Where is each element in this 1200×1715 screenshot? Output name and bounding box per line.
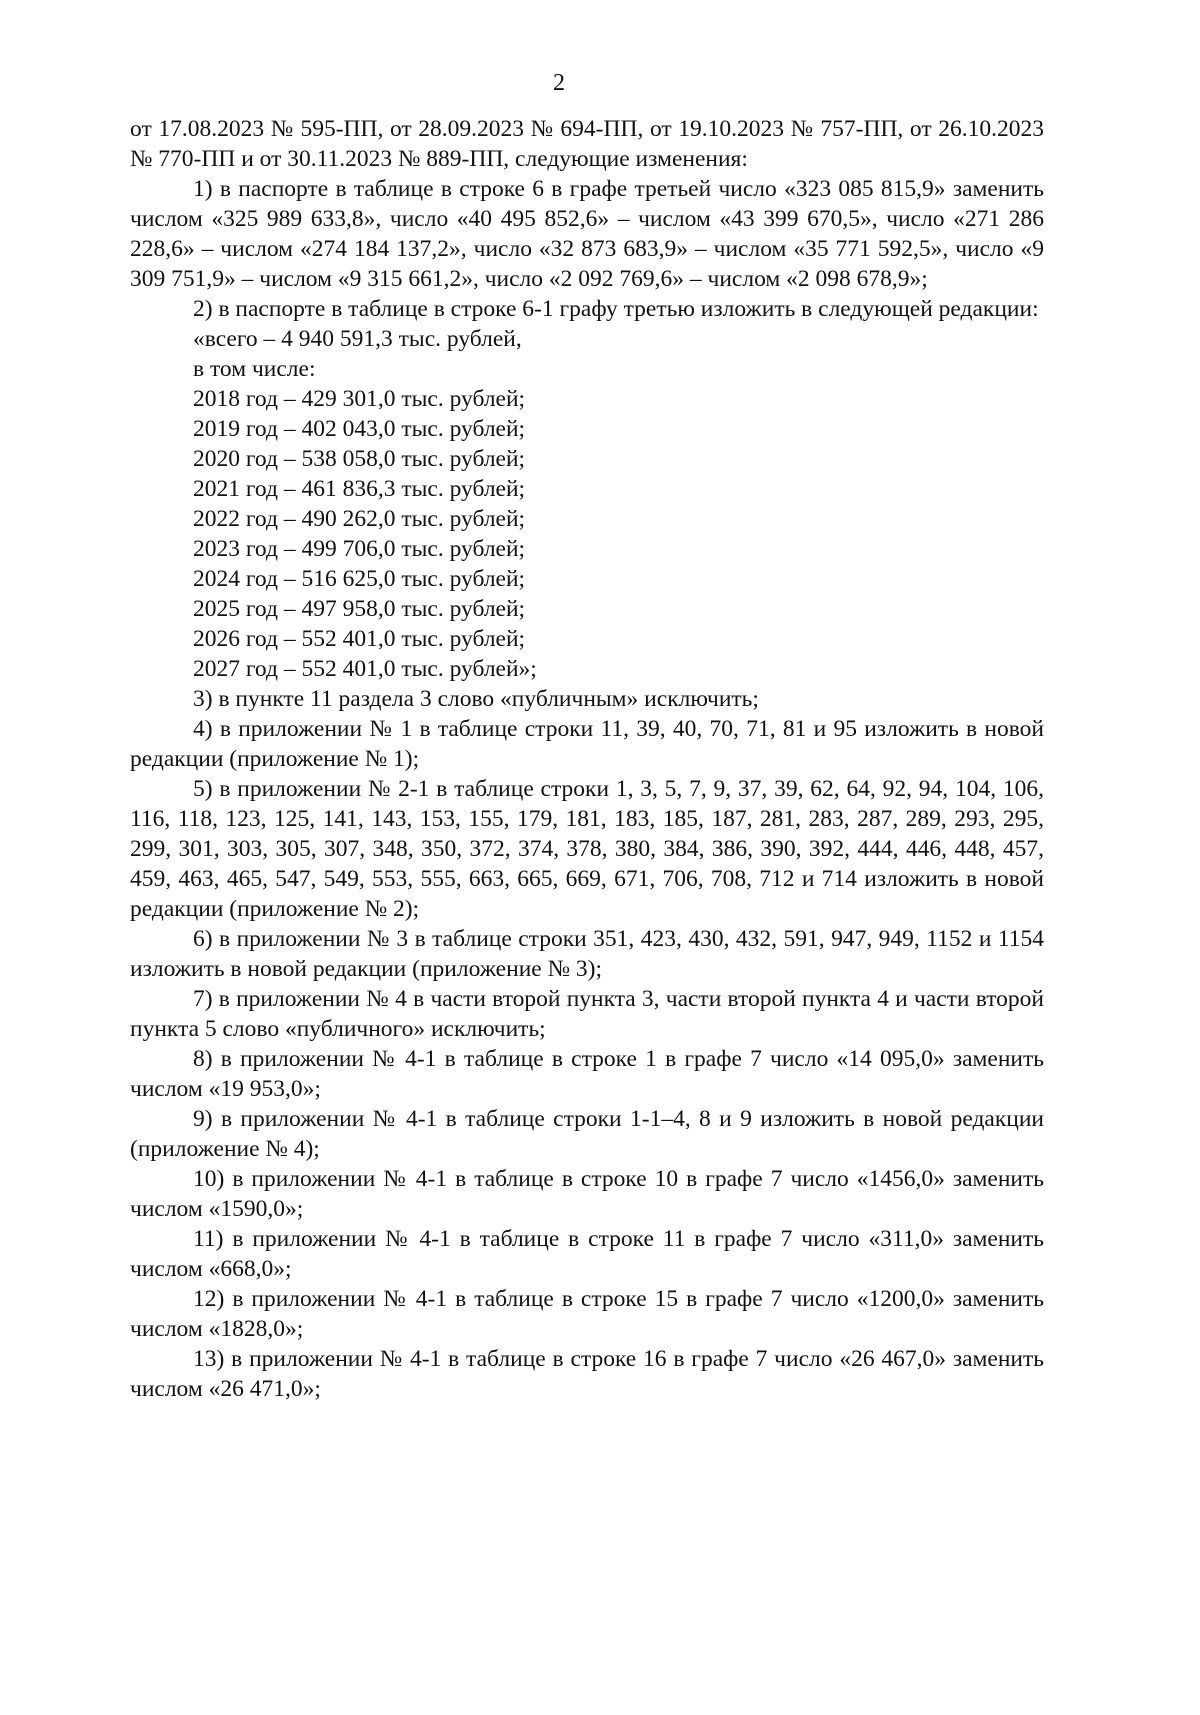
amendment-item-5: 5) в приложении № 2-1 в таблице строки 1, 3, 5, 7, 9, 37, 39, 62, 64, 92, 94, 104, 106, 116, 118, 123, 125, 141, 143, 153, 155, 179, 181, 183, 185, 187, 281, 283, 287, 289, 293, 295, 299, 301, 303, 305, 307, 348, 350, 372, 374, 378, 380, 384, 386, 390, 392, 444, 446, 448, 457, 459, 463, 465, 547, 549, 553, 555, 663, 665, 669, 671, 706, 708, 712 и 714 изложить в новой редакции (приложение № 2); — [130, 776, 1044, 922]
funding-year-line: 2022 год – 490 262,0 тыс. рублей; — [193, 506, 526, 532]
amendment-item-12: 12) в приложении № 4-1 в таблице в строке 15 в графе 7 число «1200,0» заменить числом «1828,0»; — [130, 1286, 1044, 1342]
intro-paragraph: от 17.08.2023 № 595-ПП, от 28.09.2023 № 694-ПП, от 19.10.2023 № 757-ПП, от 26.10.2023 № 770-ПП и от 30.11.2023 № 889-ПП, следующие изменения: — [130, 116, 1044, 172]
document-body — [130, 114, 1044, 1404]
amendment-item-2: 2) в паспорте в таблице в строке 6-1 графу третью изложить в следующей редакции: — [193, 296, 1039, 322]
funding-year-line: 2025 год – 497 958,0 тыс. рублей; — [193, 596, 526, 622]
amendment-item-10: 10) в приложении № 4-1 в таблице в строке 10 в графе 7 число «1456,0» заменить числом «1590,0»; — [130, 1166, 1044, 1222]
amendment-item-3: 3) в пункте 11 раздела 3 слово «публичным» исключить; — [193, 686, 759, 712]
funding-total-line: «всего – 4 940 591,3 тыс. рублей, — [193, 326, 522, 352]
amendment-item-6: 6) в приложении № 3 в таблице строки 351, 423, 430, 432, 591, 947, 949, 1152 и 1154 изложить в новой редакции (приложение № 3); — [130, 926, 1044, 982]
funding-year-line: 2023 год – 499 706,0 тыс. рублей; — [193, 536, 526, 562]
amendment-item-8: 8) в приложении № 4-1 в таблице в строке 1 в графе 7 число «14 095,0» заменить числом «19 953,0»; — [130, 1046, 1044, 1102]
funding-year-line: 2024 год – 516 625,0 тыс. рублей; — [193, 566, 526, 592]
funding-year-line: 2018 год – 429 301,0 тыс. рублей; — [193, 386, 526, 412]
funding-including-line: в том числе: — [193, 356, 316, 382]
funding-list — [130, 324, 1044, 684]
funding-year-line: 2019 год – 402 043,0 тыс. рублей; — [193, 416, 526, 442]
funding-year-line: 2020 год – 538 058,0 тыс. рублей; — [193, 446, 526, 472]
amendment-item-11: 11) в приложении № 4-1 в таблице в строке 11 в графе 7 число «311,0» заменить числом «668,0»; — [130, 1226, 1044, 1282]
funding-year-line: 2027 год – 552 401,0 тыс. рублей»; — [193, 656, 537, 682]
amendment-item-7: 7) в приложении № 4 в части второй пункта 3, части второй пункта 4 и части второй пункта 5 слово «публичного» исключить; — [130, 986, 1044, 1042]
funding-year-line: 2026 год – 552 401,0 тыс. рублей; — [193, 626, 526, 652]
amendment-item-9: 9) в приложении № 4-1 в таблице строки 1-1–4, 8 и 9 изложить в новой редакции (приложение № 4); — [130, 1106, 1044, 1162]
page-number: 2 — [553, 70, 565, 96]
amendment-item-1: 1) в паспорте в таблице в строке 6 в графе третьей число «323 085 815,9» заменить числом «325 989 633,8», число «40 495 852,6» – числом «43 399 670,5», число «271 286 228,6» – числом «274 184 137,2», число «32 873 683,9» – числом «35 771 592,5», число «9 309 751,9» – числом «9 315 661,2», число «2 092 769,6» – числом «2 098 678,9»; — [130, 176, 1044, 292]
amendment-item-13: 13) в приложении № 4-1 в таблице в строке 16 в графе 7 число «26 467,0» заменить числом «26 471,0»; — [130, 1346, 1044, 1402]
funding-year-line: 2021 год – 461 836,3 тыс. рублей; — [193, 476, 526, 502]
amendment-item-4: 4) в приложении № 1 в таблице строки 11, 39, 40, 70, 71, 81 и 95 изложить в новой редакции (приложение № 1); — [130, 716, 1044, 772]
